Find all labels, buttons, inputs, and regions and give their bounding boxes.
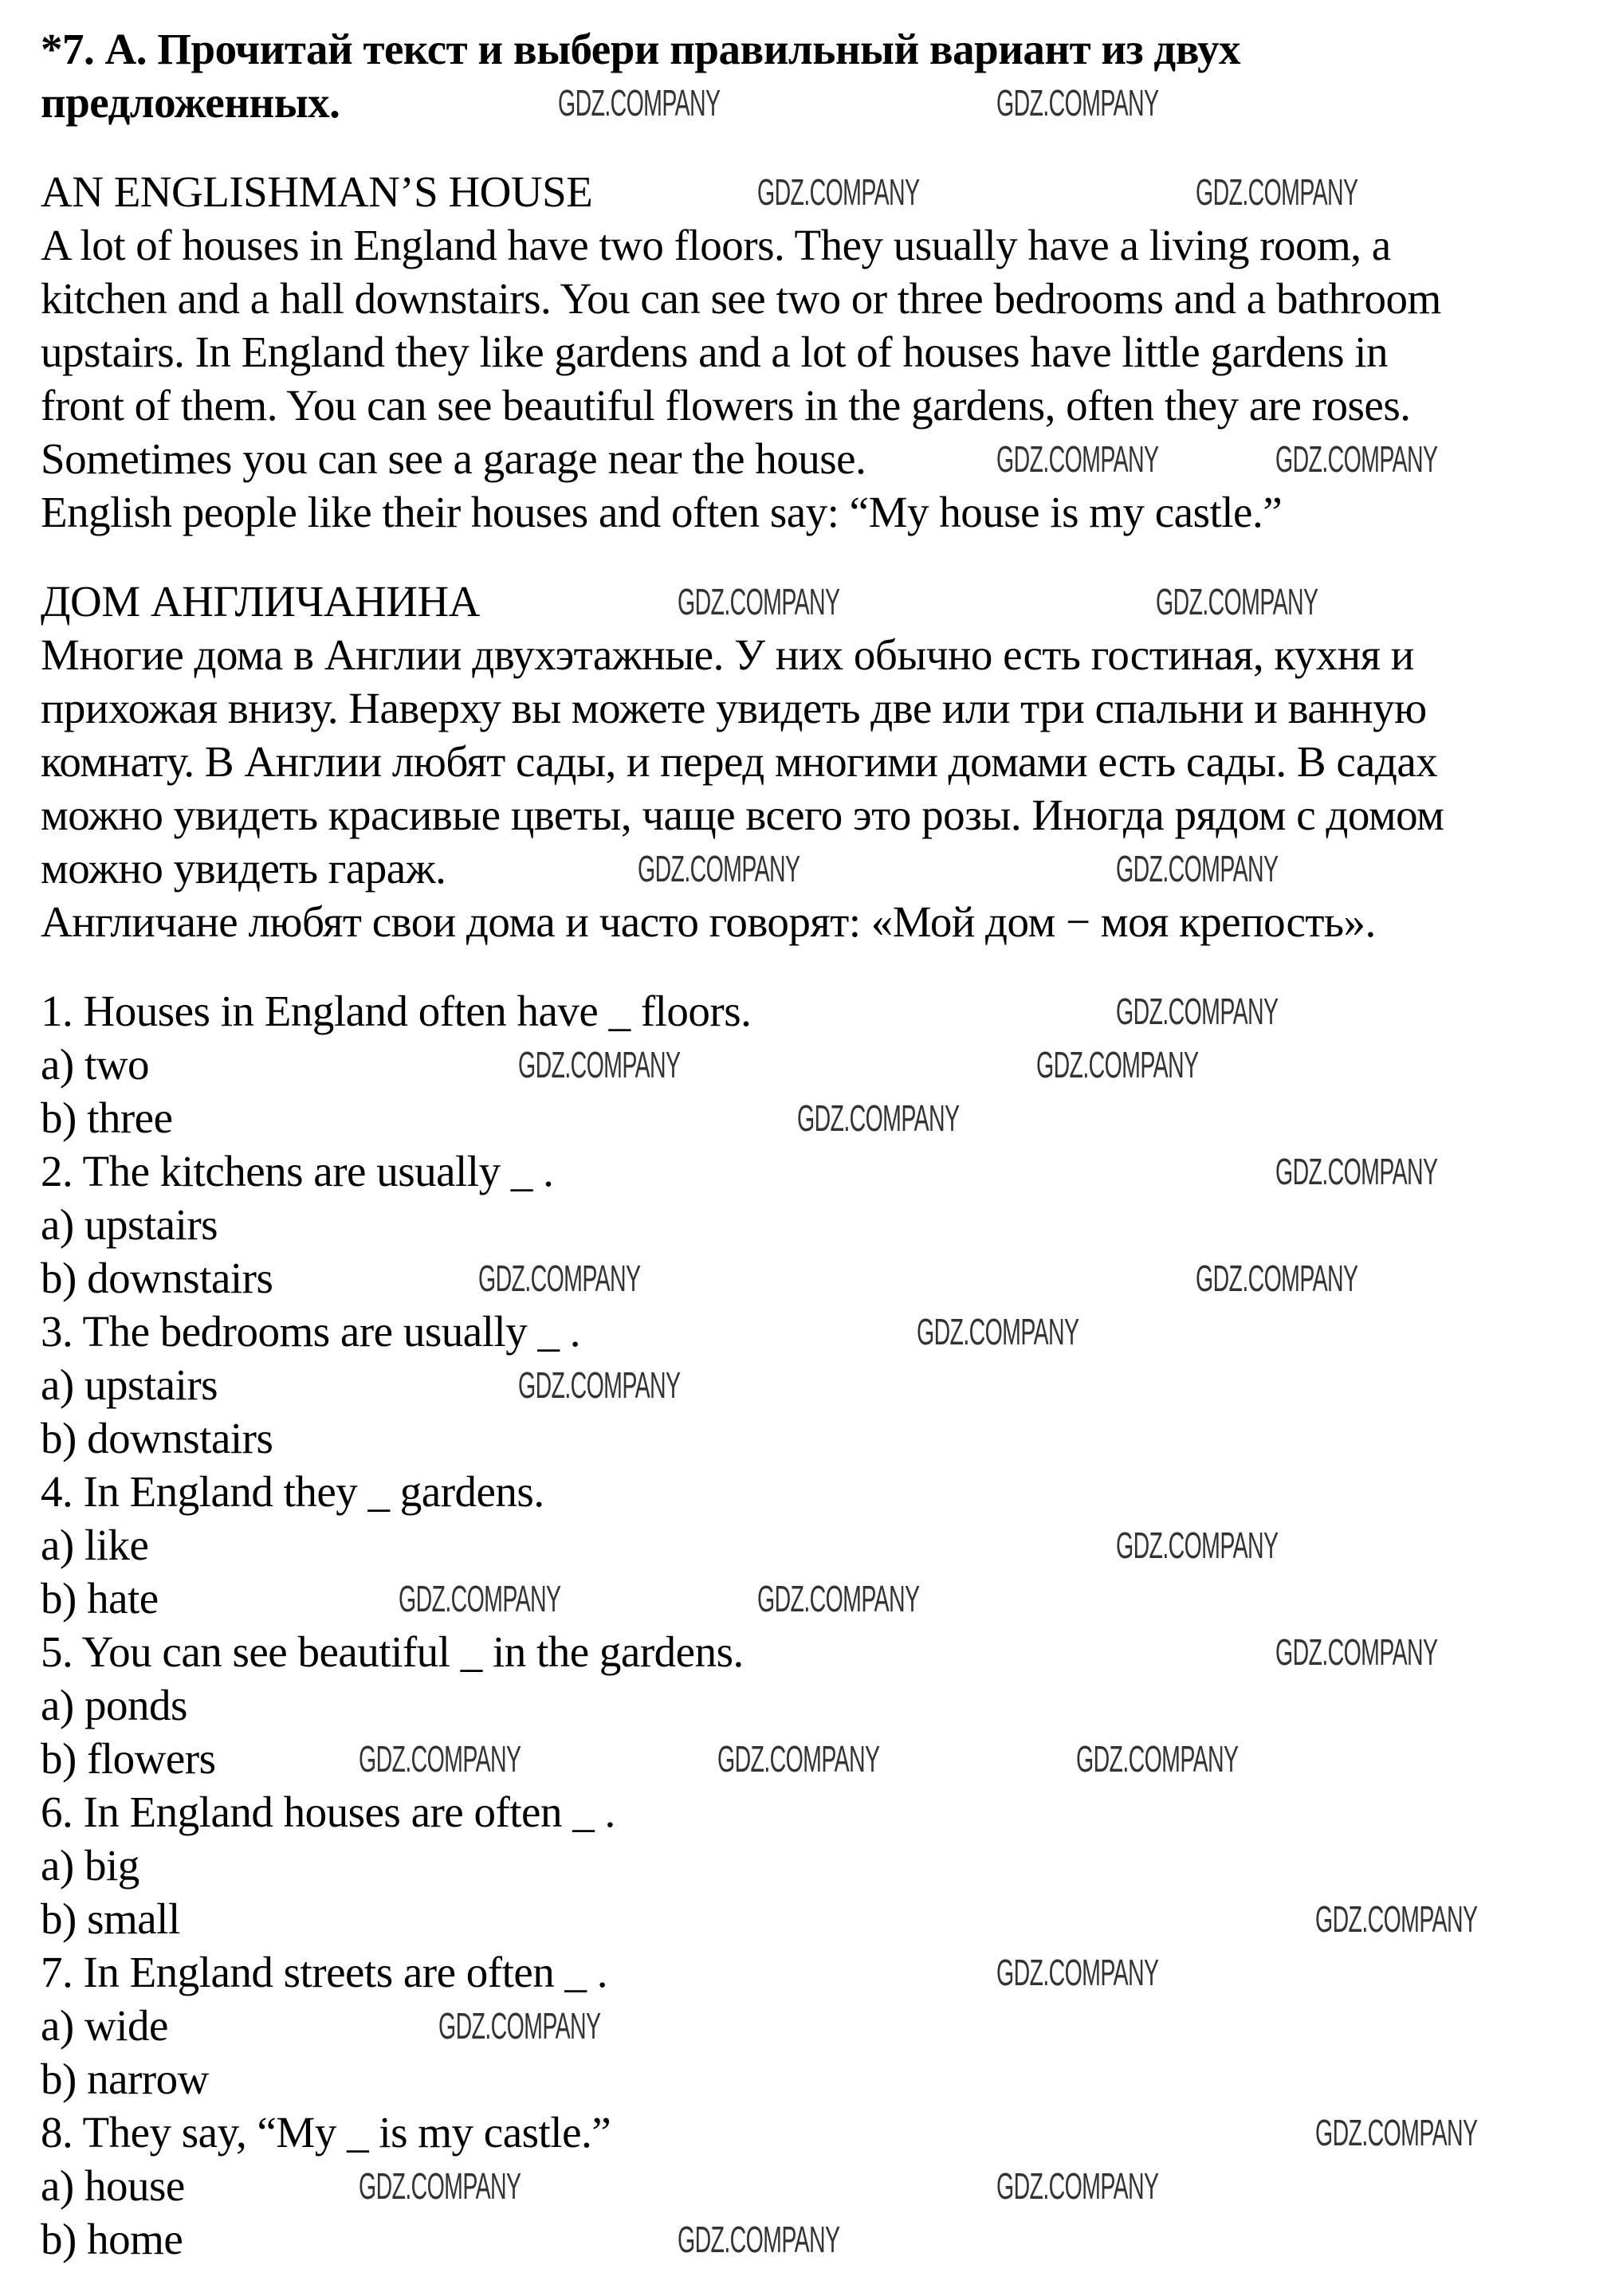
russian-line: Англичане любят свои дома и часто говорят: «Мой дом − моя крепость». [41, 897, 1376, 946]
english-line: A lot of houses in England have two floors. They usually have a living room, a [41, 221, 1391, 269]
english-text [41, 165, 1587, 539]
option-b: b) small [41, 1894, 180, 1943]
task-title-line-2: предложенных. [41, 78, 340, 127]
question-text: 4. In England they _ gardens. [41, 1467, 544, 1516]
option-a: a) upstairs [41, 1200, 218, 1249]
option-b: b) home [41, 2215, 183, 2263]
english-line: front of them. You can see beautiful flowers in the gardens, often they are roses. [41, 381, 1411, 430]
question [41, 1305, 1587, 1465]
watermark: GDZ.COMPANY [1116, 991, 1279, 1032]
watermark: GDZ.COMPANY [1196, 1258, 1358, 1299]
russian-text [41, 575, 1587, 948]
watermark: GDZ.COMPANY [399, 1578, 561, 1619]
question-text: 6. In England houses are often _ . [41, 1788, 615, 1836]
watermark: GDZ.COMPANY [797, 1097, 960, 1139]
russian-line: комнату. В Англии любят сады, и перед многими домами есть сады. В садах [41, 737, 1438, 786]
watermark: GDZ.COMPANY [1275, 438, 1438, 480]
russian-heading: ДОМ АНГЛИЧАНИНА [41, 577, 480, 626]
question-text: 8. They say, “My _ is my castle.” [41, 2108, 611, 2157]
watermark: GDZ.COMPANY [996, 1952, 1159, 1993]
option-a: a) upstairs [41, 1360, 218, 1409]
option-a: a) like [41, 1521, 149, 1569]
option-a: a) two [41, 1040, 149, 1089]
watermark: GDZ.COMPANY [638, 848, 800, 889]
watermark: GDZ.COMPANY [678, 2219, 840, 2260]
option-a: a) wide [41, 2001, 168, 2050]
watermark: GDZ.COMPANY [1036, 1044, 1199, 1085]
watermark: GDZ.COMPANY [996, 2165, 1159, 2207]
watermark: GDZ.COMPANY [359, 2165, 521, 2207]
question-text: 5. You can see beautiful _ in the gardens. [41, 1627, 744, 1676]
english-heading: AN ENGLISHMAN’S HOUSE [41, 167, 593, 216]
question-text: 3. The bedrooms are usually _ . [41, 1307, 580, 1356]
watermark: GDZ.COMPANY [1116, 848, 1279, 889]
option-b: b) flowers [41, 1734, 216, 1783]
option-b: b) downstairs [41, 1254, 273, 1302]
watermark: GDZ.COMPANY [678, 581, 840, 622]
watermark: GDZ.COMPANY [359, 1738, 521, 1780]
russian-line: можно увидеть гараж. [41, 844, 446, 893]
russian-line: Многие дома в Англии двухэтажные. У них обычно есть гостиная, кухня и [41, 630, 1414, 679]
watermark: GDZ.COMPANY [1196, 171, 1358, 213]
watermark: GDZ.COMPANY [917, 1311, 1079, 1352]
watermark: GDZ.COMPANY [478, 1258, 641, 1299]
option-b: b) three [41, 1093, 173, 1142]
english-line: upstairs. In England they like gardens and a lot of houses have little gardens in [41, 328, 1389, 376]
watermark: GDZ.COMPANY [757, 171, 920, 213]
russian-line: можно увидеть красивые цветы, чаще всего это розы. Иногда рядом с домом [41, 791, 1444, 839]
watermark: GDZ.COMPANY [1275, 1631, 1438, 1673]
option-a: a) big [41, 1841, 139, 1890]
question-text: 2. The kitchens are usually _ . [41, 1147, 554, 1195]
question-text: 7. In England streets are often _ . [41, 1948, 608, 1996]
watermark: GDZ.COMPANY [1315, 1898, 1478, 1940]
option-a: a) ponds [41, 1681, 187, 1729]
watermark: GDZ.COMPANY [438, 2005, 601, 2047]
watermark: GDZ.COMPANY [1275, 1151, 1438, 1192]
watermark: GDZ.COMPANY [1315, 2112, 1478, 2153]
task-title-line-1: *7. А. Прочитай текст и выбери правильный вариант из двух [41, 25, 1241, 73]
watermark: GDZ.COMPANY [1076, 1738, 1239, 1780]
russian-line: прихожая внизу. Наверху вы можете увидеть две или три спальни и ванную [41, 684, 1427, 732]
option-b: b) hate [41, 1574, 159, 1623]
watermark: GDZ.COMPANY [757, 1578, 920, 1619]
watermark: GDZ.COMPANY [717, 1738, 880, 1780]
watermark: GDZ.COMPANY [1156, 581, 1318, 622]
watermark: GDZ.COMPANY [518, 1044, 681, 1085]
english-line: English people like their houses and often say: “My house is my castle.” [41, 488, 1283, 536]
english-line: kitchen and a hall downstairs. You can see two or three bedrooms and a bathroom [41, 274, 1441, 323]
option-b: b) narrow [41, 2055, 209, 2103]
watermark: GDZ.COMPANY [996, 438, 1159, 480]
question-text: 1. Houses in England often have _ floors. [41, 987, 752, 1035]
option-b: b) downstairs [41, 1414, 273, 1462]
question [41, 1945, 1587, 2106]
watermark: GDZ.COMPANY [996, 82, 1159, 124]
watermark: GDZ.COMPANY [518, 1364, 681, 1406]
option-a: a) house [41, 2161, 185, 2210]
watermark: GDZ.COMPANY [1116, 1525, 1279, 1566]
english-line: Sometimes you can see a garage near the house. [41, 434, 866, 483]
watermark: GDZ.COMPANY [558, 82, 721, 124]
